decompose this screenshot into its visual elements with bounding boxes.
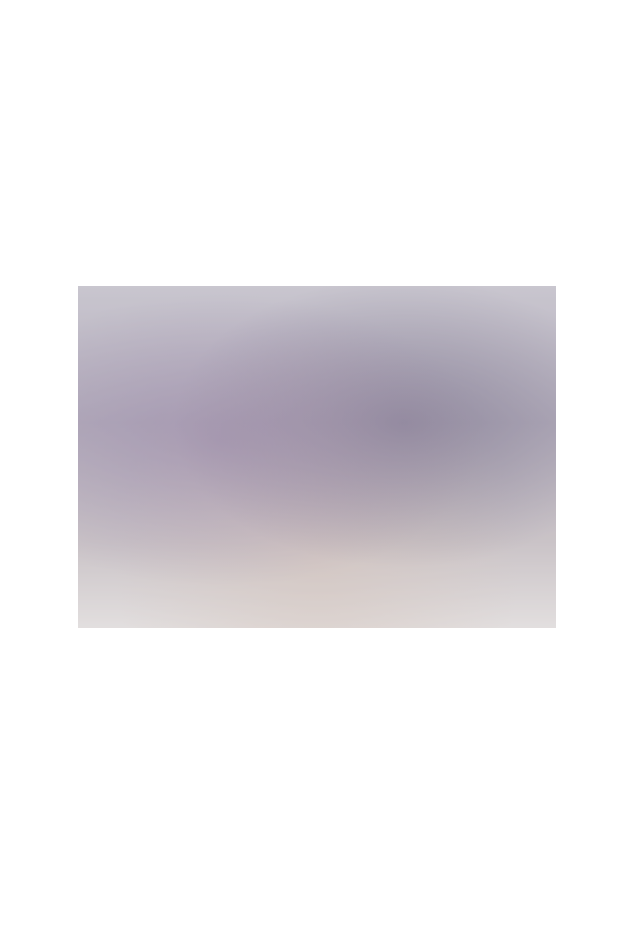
border-bottom xyxy=(0,878,638,918)
border-right xyxy=(584,0,624,939)
border-left xyxy=(26,0,66,939)
border-top xyxy=(0,26,638,66)
story-text xyxy=(78,76,560,80)
background-photo xyxy=(78,286,556,628)
